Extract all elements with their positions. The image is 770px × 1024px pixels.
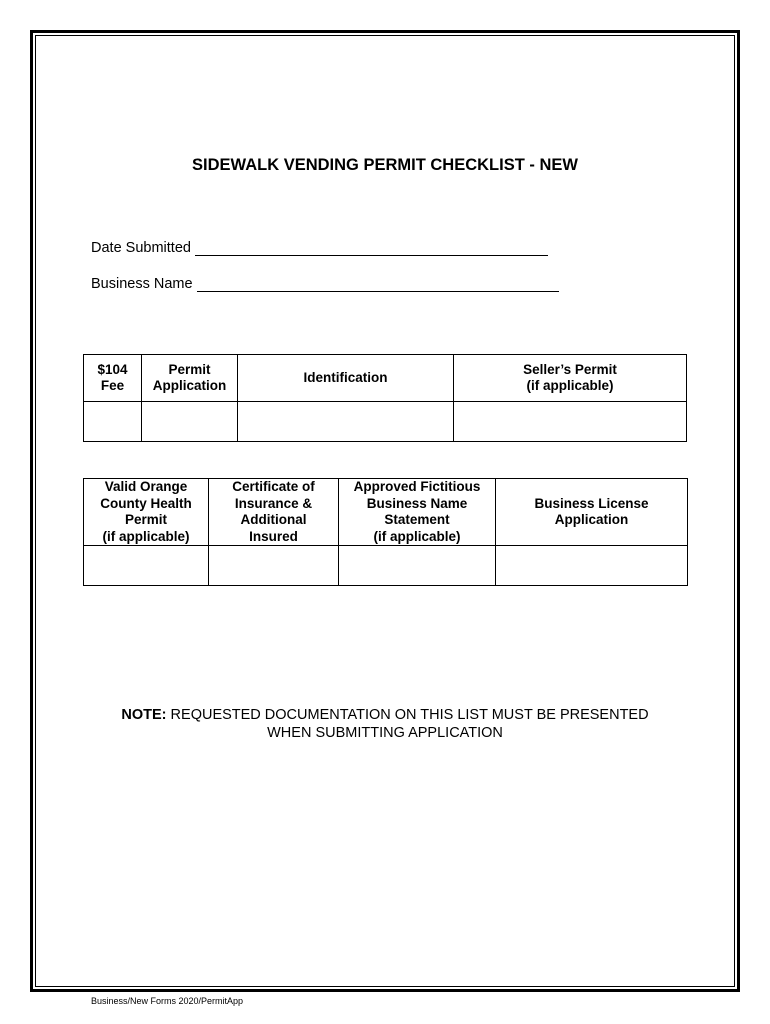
business-name-input[interactable] (197, 276, 559, 292)
checklist-table-1 (83, 354, 687, 442)
table-header-row (84, 479, 688, 546)
date-submitted-input[interactable] (195, 240, 548, 256)
header-fee: $104 Fee (84, 355, 142, 402)
table-header-row (84, 355, 687, 402)
check-cell-business-license[interactable] (496, 546, 688, 586)
check-cell-fictitious-business-name[interactable] (339, 546, 496, 586)
note-label: NOTE: (121, 707, 167, 723)
checklist-table-2 (83, 478, 688, 586)
table-check-row (84, 546, 688, 586)
check-cell-identification[interactable] (238, 402, 454, 442)
header-business-license: Business License Application (496, 479, 688, 546)
header-permit-application: Permit Application (142, 355, 238, 402)
date-submitted-label: Date Submitted (91, 240, 191, 256)
date-submitted-field (91, 240, 548, 256)
header-certificate-insurance: Certificate of Insurance & Additional Insured (209, 479, 339, 546)
note-line-1: REQUESTED DOCUMENTATION ON THIS LIST MUST BE PRESENTED (170, 707, 649, 723)
check-cell-certificate-insurance[interactable] (209, 546, 339, 586)
note-text (0, 706, 770, 742)
check-cell-permit-application[interactable] (142, 402, 238, 442)
header-sellers-permit: Seller’s Permit (if applicable) (454, 355, 687, 402)
check-cell-health-permit[interactable] (84, 546, 209, 586)
header-health-permit: Valid Orange County Health Permit (if applicable) (84, 479, 209, 546)
business-name-field (91, 276, 559, 292)
footer-form-id: Business/New Forms 2020/PermitApp (91, 996, 244, 1006)
check-cell-fee[interactable] (84, 402, 142, 442)
header-fictitious-business-name: Approved Fictitious Business Name Statement (if applicable) (339, 479, 496, 546)
header-identification: Identification (238, 355, 454, 402)
table-check-row (84, 402, 687, 442)
page-title: SIDEWALK VENDING PERMIT CHECKLIST - NEW (192, 156, 578, 174)
business-name-label: Business Name (91, 276, 193, 292)
note-line-2: WHEN SUBMITTING APPLICATION (267, 725, 503, 741)
check-cell-sellers-permit[interactable] (454, 402, 687, 442)
